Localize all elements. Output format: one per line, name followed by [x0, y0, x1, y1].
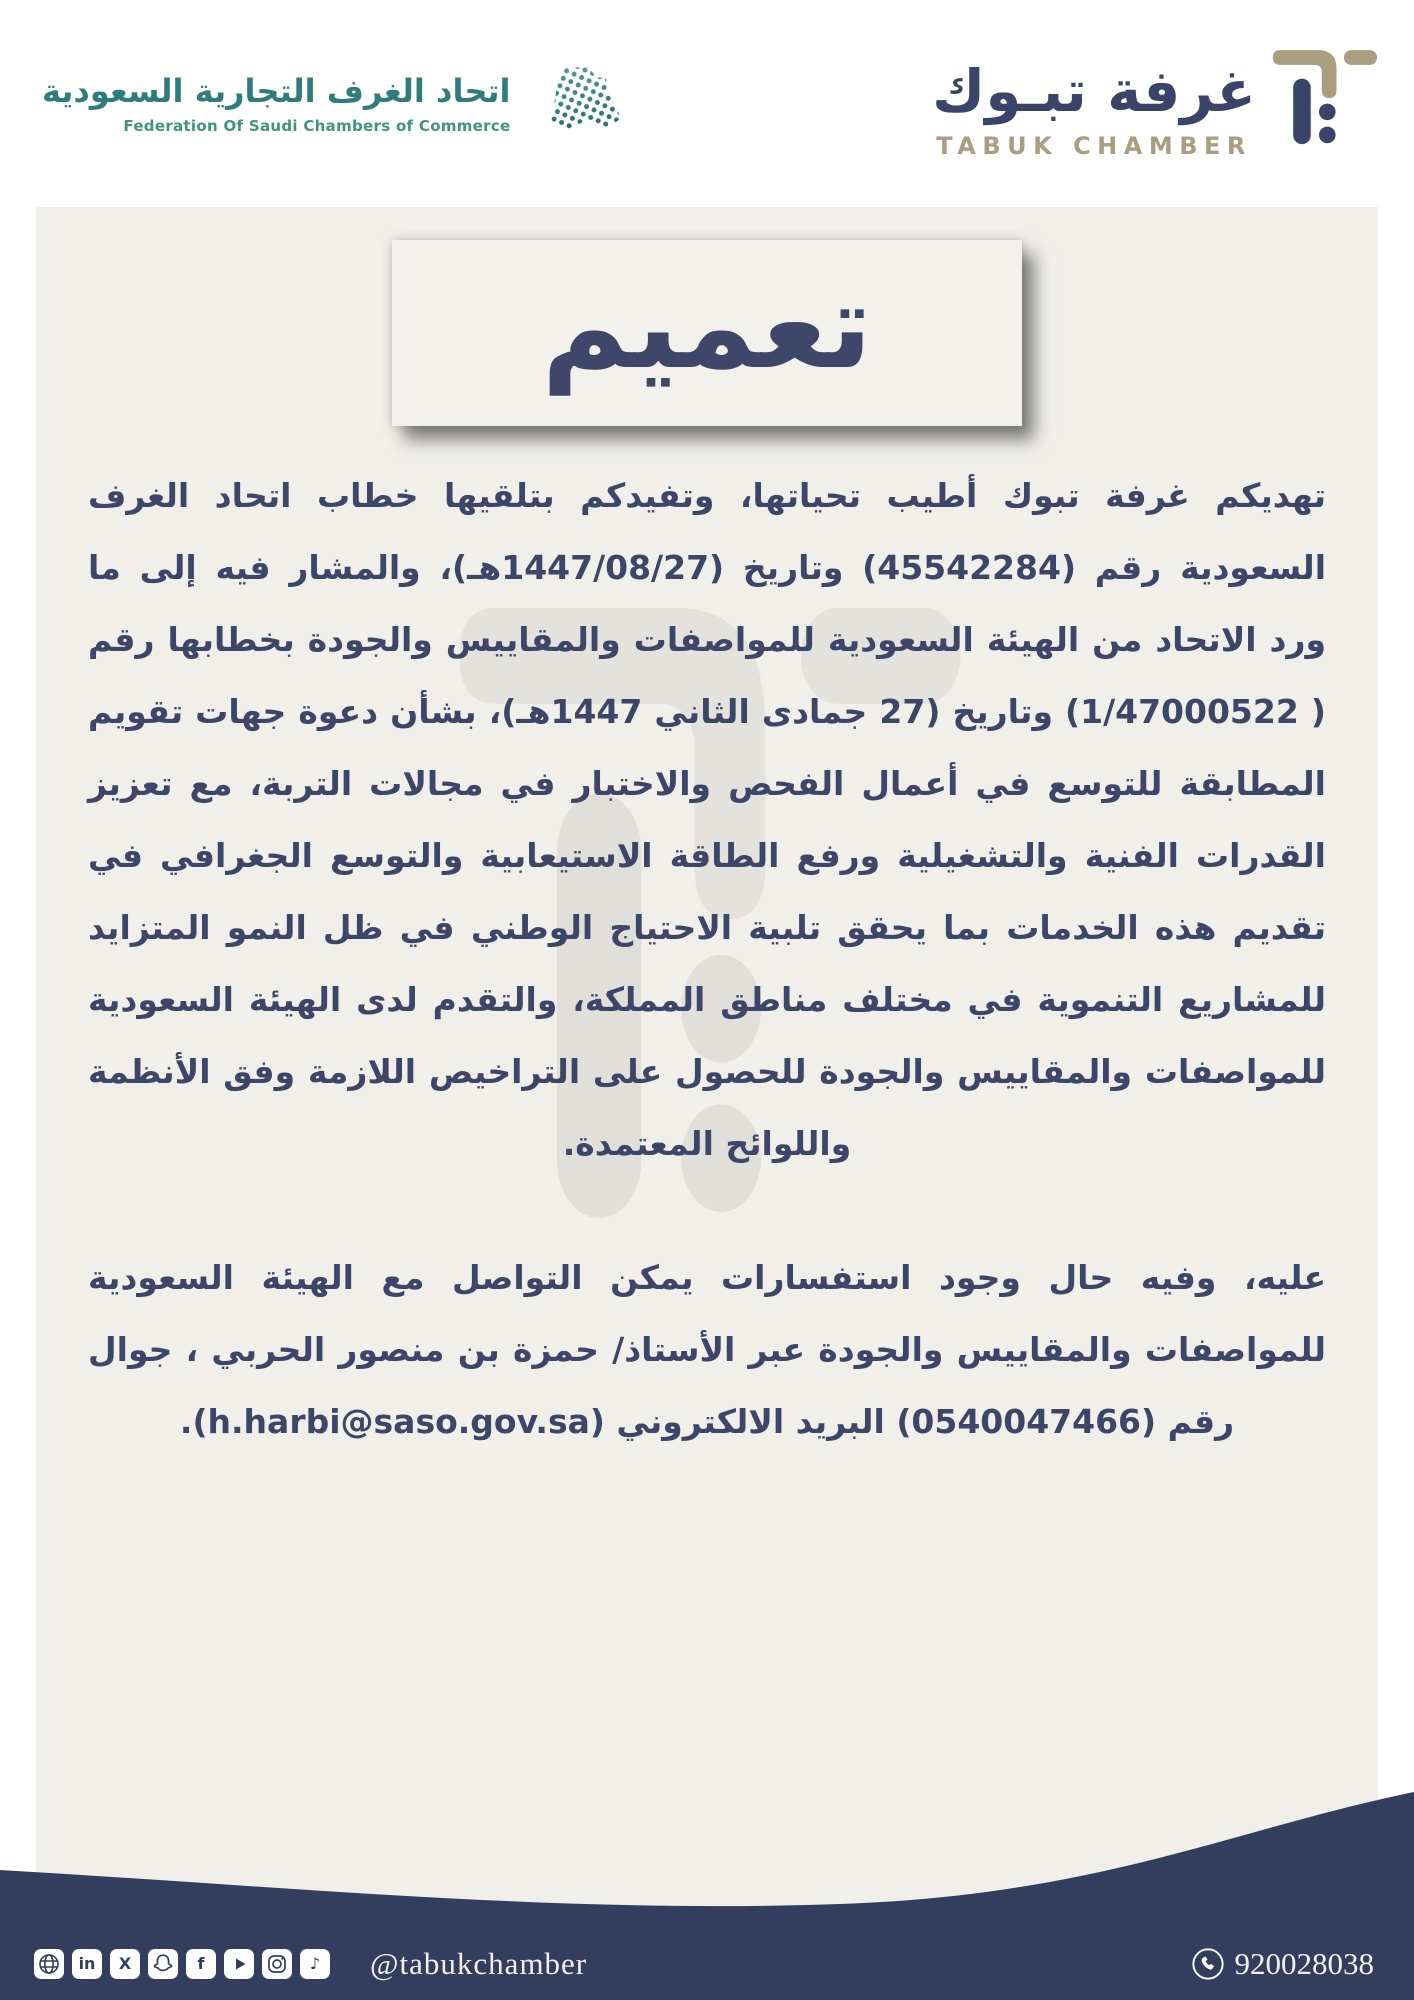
circular-body	[88, 460, 1326, 1458]
paragraph-main: تهديكم غرفة تبوك أطيب تحياتها، وتفيدكم بتلقيها خطاب اتحاد الغرف السعودية رقم (45542284) وتاريخ (1447/08/27هـ)، والمشار فيه إلى ما ورد الاتحاد من الهيئة السعودية للمواصفات والمقاييس والجودة بخطابها رقم ( 1/47000522) وتاريخ (27 جمادى الثاني 1447هـ)، بشأن دعوة جهات تقويم المطابقة للتوسع في أعمال الفحص والاختبار في مجالات التربة، مع تعزيز القدرات الفنية والتشغيلية ورفع الطاقة الاستيعابية والتوسع الجغرافي في تقديم هذه الخدمات بما يحقق تلبية الاحتياج الوطني في ظل النمو المتزايد للمشاريع التنموية في مختلف مناطق المملكة، والتقدم لدى الهيئة السعودية للمواصفات والمقاييس والجودة للحصول على التراخيص اللازمة وفق الأنظمة واللوائح المعتمدة.	[88, 476, 1327, 1163]
snapchat-icon[interactable]	[148, 1949, 178, 1979]
linkedin-glyph: in	[78, 1954, 96, 1973]
facebook-glyph: f	[197, 1954, 205, 1973]
phone-block	[1191, 1946, 1375, 1982]
phone-number: 920028038	[1234, 1946, 1374, 1981]
social-handle: @tabukchamber	[370, 1946, 588, 1981]
circular-title: تعميم	[541, 257, 873, 395]
fscc-logo	[42, 38, 643, 170]
linkedin-icon[interactable]	[72, 1949, 102, 1979]
circular-title-box	[392, 240, 1022, 426]
instagram-icon[interactable]	[262, 1949, 292, 1979]
globe-icon[interactable]	[34, 1949, 64, 1979]
saudi-map-dots-icon	[523, 38, 643, 170]
tabuk-title-arabic: غرفة تبـوك	[932, 57, 1256, 125]
phone-icon	[1191, 1947, 1225, 1981]
facebook-icon[interactable]	[186, 1949, 216, 1979]
tiktok-icon[interactable]	[300, 1949, 330, 1979]
content-panel	[36, 207, 1378, 2000]
tiktok-glyph: ♪	[309, 1954, 321, 1973]
fscc-subtitle-english: Federation Of Saudi Chambers of Commerce	[123, 116, 511, 135]
tabuk-mark-icon	[1272, 50, 1378, 147]
page-header	[0, 0, 1414, 207]
social-icons	[34, 1949, 330, 1979]
youtube-icon[interactable]	[224, 1949, 254, 1979]
fscc-title-arabic: اتحاد الغرف التجارية السعودية	[42, 72, 511, 111]
footer	[34, 1946, 1374, 1982]
tabuk-subtitle-english: TABUK CHAMBER	[936, 132, 1252, 160]
x-twitter-icon[interactable]	[110, 1949, 140, 1979]
x-glyph: X	[118, 1954, 132, 1973]
tabuk-chamber-logo	[932, 50, 1378, 160]
paragraph-contact: عليه، وفيه حال وجود استفسارات يمكن التواصل مع الهيئة السعودية للمواصفات والمقاييس والجودة عبر الأستاذ/ حمزة بن منصور الحربي ، جوال رقم (0540047466) البريد الالكتروني (h.harbi@saso.gov.sa).	[88, 1258, 1326, 1441]
